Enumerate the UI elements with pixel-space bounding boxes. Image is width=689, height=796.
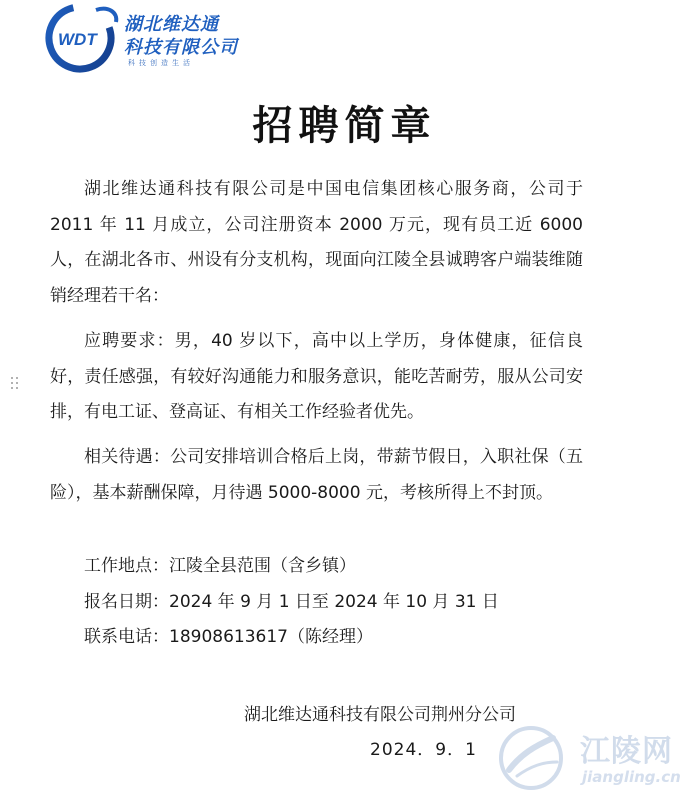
signoff-date: 2024．9．1 <box>370 740 477 760</box>
contact-phone: 联系电话：18908613617（陈经理） <box>84 627 373 647</box>
logo-mark-icon <box>44 2 124 74</box>
benefits-paragraph: 相关待遇：公司安排培训合格后上岗，带薪节假日，入职社保（五险），基本薪酬保障，月待遇 5000-8000 元，考核所得上不封顶。 <box>50 447 583 503</box>
company-slogan: 科技创造生活 <box>128 59 194 67</box>
work-location: 工作地点：江陵全县范围（含乡镇） <box>84 556 356 576</box>
requirements-paragraph: 应聘要求：男，40 岁以下，高中以上学历，身体健康，征信良好，责任感强，有较好沟通能力和服务意识，能吃苦耐劳，服从公司安排，有电工证、登高证、有相关工作经验者优先。 <box>50 331 583 422</box>
watermark-url: jiangling.cn <box>582 768 681 786</box>
signoff-company: 湖北维达通科技有限公司荆州分公司 <box>244 705 516 725</box>
document-title: 招聘简章 <box>252 102 437 149</box>
drag-handle-icon[interactable] <box>10 376 20 392</box>
watermark-logo-icon <box>487 718 577 794</box>
company-logo <box>44 2 238 74</box>
site-watermark <box>487 718 687 794</box>
intro-paragraph: 湖北维达通科技有限公司是中国电信集团核心服务商，公司于 2011 年 11 月成立，公司注册资本 2000 万元，现有员工近 6000 人，在湖北各市、州设有分支机构，现面向江陵全县诚聘客户端装维随销经理若干名： <box>50 179 583 306</box>
company-name-line1: 湖北维达通 <box>124 14 219 35</box>
logo-mark-text: WDT <box>58 30 97 49</box>
company-name-line2: 科技有限公司 <box>124 37 238 58</box>
watermark-text: 江陵网 <box>580 734 673 769</box>
registration-dates: 报名日期：2024 年 9 月 1 日至 2024 年 10 月 31 日 <box>84 592 499 612</box>
